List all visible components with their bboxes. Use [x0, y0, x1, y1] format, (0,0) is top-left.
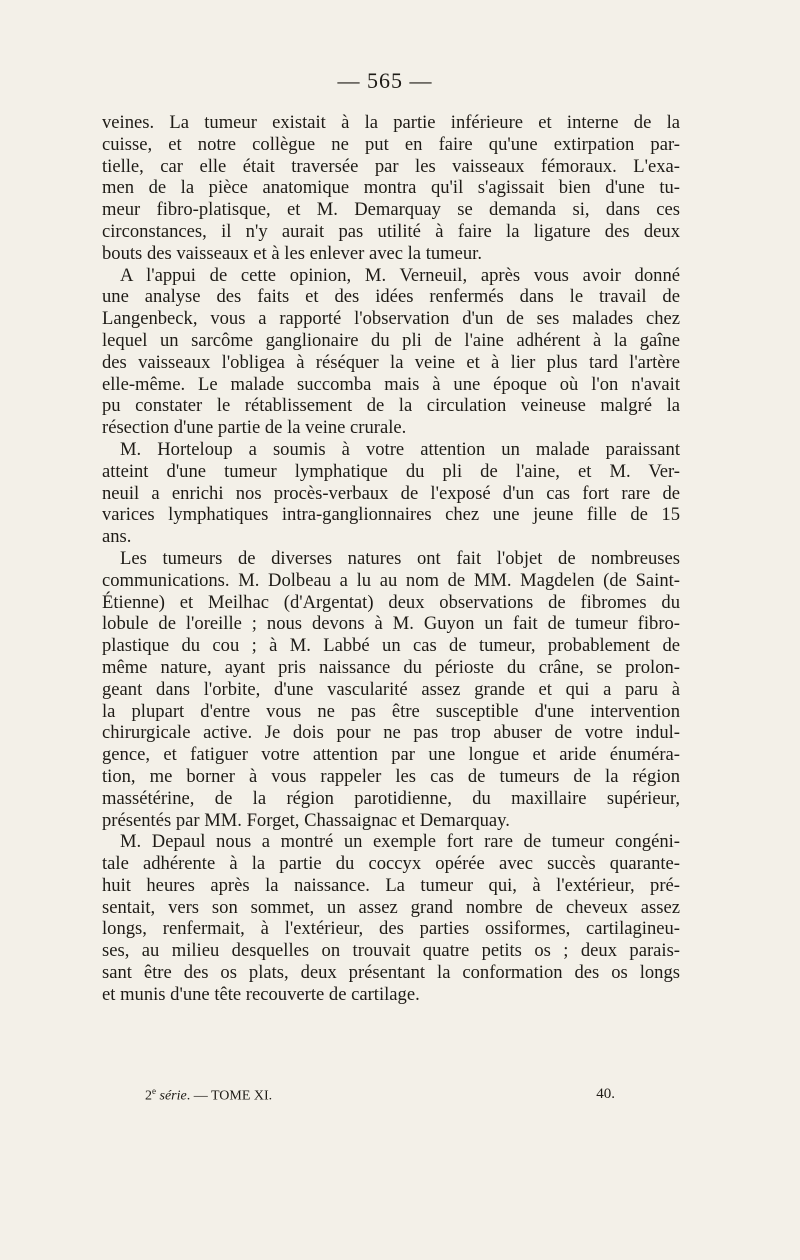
text-line: bouts des vaisseaux et à les enlever avec la tumeur. — [102, 242, 483, 264]
text-line: elle-même. Le malade succomba mais à une époque où l'on n'avait — [102, 373, 680, 395]
text-line: Langenbeck, vous a rapporté l'observation d'un de ses malades chez — [102, 308, 680, 330]
text-line: tion, me borner à vous rappeler les cas de tumeurs de la région — [102, 765, 680, 787]
text-line: ses, au milieu desquelles on trouvait quatre petits os ; deux parais- — [102, 940, 680, 962]
page-number: — 565 — — [337, 68, 433, 93]
text-line: M. Horteloup a soumis à votre attention un malade paraissant — [120, 438, 680, 460]
text-line: lequel un sarcôme ganglionaire du pli de l'aine adhérent à la gaîne — [102, 329, 680, 351]
text-line: men de la pièce anatomique montra qu'il s'agissait bien d'une tu- — [102, 177, 680, 199]
series-volume — [145, 1086, 272, 1105]
text-line: chirurgicale active. Je dois pour ne pas trop abuser de votre indul- — [102, 722, 680, 744]
text-line: tielle, car elle était traversée par les vaisseaux fémoraux. L'exa- — [102, 155, 680, 177]
text-line: sant être des os plats, deux présentant la conformation des os longs — [102, 962, 680, 984]
text-line: varices lymphatiques intra-ganglionnaires chez une jeune fille de 15 — [102, 504, 680, 526]
text-line: veines. La tumeur existait à la partie inférieure et interne de la — [102, 112, 680, 133]
text-line: A l'appui de cette opinion, M. Verneuil, après vous avoir donné — [120, 264, 680, 286]
text-line: lobule de l'oreille ; nous devons à M. Guyon un fait de tumeur fibro- — [102, 613, 680, 635]
text-line: neuil a enrichi nos procès-verbaux de l'exposé d'un cas fort rare de — [102, 482, 680, 504]
text-line: communications. M. Dolbeau a lu au nom de MM. Magdelen (de Saint- — [102, 569, 680, 591]
text-line: meur fibro-platisque, et M. Demarquay se demanda si, dans ces — [102, 199, 680, 221]
text-line: une analyse des faits et des idées renfermés dans le travail de — [102, 286, 680, 308]
series-rest: . — TOME XI. — [186, 1088, 273, 1104]
text-line: cuisse, et notre collègue ne put en faire qu'une extirpation par- — [102, 133, 680, 155]
text-line: massétérine, de la région parotidienne, du maxillaire supérieur, — [102, 787, 680, 809]
series-sup: e — [152, 1086, 156, 1096]
text-line: Étienne) et Meilhac (d'Argentat) deux observations de fibromes du — [102, 591, 680, 613]
signature-mark: 40. — [596, 1086, 615, 1102]
text-line: atteint d'une tumeur lymphatique du pli de l'aine, et M. Ver- — [102, 460, 680, 482]
text-line: sentait, vers son sommet, un assez grand nombre de cheveux assez — [102, 896, 680, 918]
text-line: geant dans l'orbite, d'une vascularité assez grande et qui a paru à — [102, 678, 680, 700]
text-line: des vaisseaux l'obligea à réséquer la veine et à lier plus tard l'artère — [102, 351, 680, 373]
text-line: pu constater le rétablissement de la circulation veineuse malgré la — [102, 395, 680, 417]
text-line: plastique du cou ; à M. Labbé un cas de tumeur, probablement de — [102, 635, 680, 657]
text-line: résection d'une partie de la veine crurale. — [102, 417, 407, 439]
text-line: tale adhérente à la partie du coccyx opérée avec succès quarante- — [102, 853, 680, 875]
series-number: 2 — [145, 1088, 152, 1104]
series-word: série — [159, 1088, 187, 1104]
page-footer — [145, 1086, 615, 1105]
text-line: Les tumeurs de diverses natures ont fait l'objet de nombreuses — [120, 547, 680, 569]
text-line: circonstances, il n'y aurait pas utilité à faire la ligature des deux — [102, 220, 680, 242]
text-line: huit heures après la naissance. La tumeur qui, à l'extérieur, pré- — [102, 874, 680, 896]
text-line: présentés par MM. Forget, Chassaignac et Demarquay. — [102, 809, 510, 831]
text-line: même nature, ayant pris naissance du périoste du crâne, se prolon- — [102, 656, 680, 678]
text-line: la plupart d'entre vous ne pas être susceptible d'une intervention — [102, 700, 680, 722]
text-line: et munis d'une tête recouverte de cartilage. — [102, 983, 420, 1005]
text-line: ans. — [102, 526, 132, 548]
text-line: gence, et fatiguer votre attention par une longue et aride énuméra- — [102, 744, 680, 766]
body-text — [102, 112, 680, 1006]
text-line: M. Depaul nous a montré un exemple fort rare de tumeur congéni- — [120, 831, 680, 853]
text-line: longs, renfermait, à l'extérieur, des parties ossiformes, cartilagineu- — [102, 918, 680, 940]
